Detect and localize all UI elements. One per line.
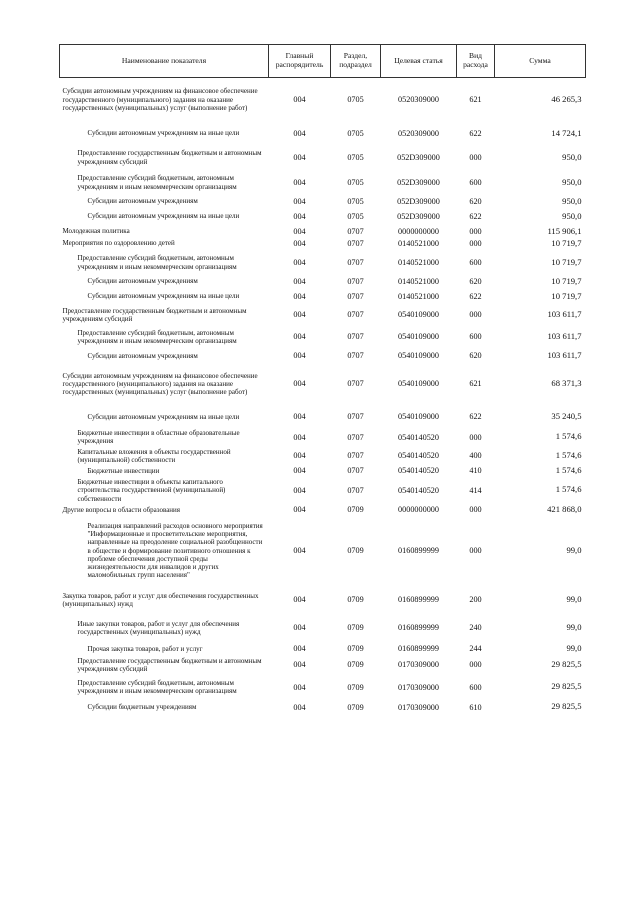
header-sum: Сумма: [495, 45, 586, 78]
row-sum: 10 719,7: [551, 256, 582, 267]
row-name: Субсидии автономным учреждениям на финансовое обеспечение государственного (муниципального) задания на оказание государственных (муниципальных) услуг (выполнение работ): [62, 87, 258, 112]
row-target-article: 0540140520: [398, 466, 439, 476]
row-target-article: 052D309000: [397, 177, 440, 187]
row-section: 0707: [347, 485, 364, 495]
row-name: Закупка товаров, работ и услуг для обеспечения государственных (муниципальных) нужд: [62, 591, 259, 608]
row-target-article: 0140521000: [398, 238, 439, 248]
row-name: Бюджетные инвестиции в объекты капитального строительства государственной (муниципальной) собственности: [77, 478, 226, 503]
row-name: Субсидии бюджетным учреждениям: [87, 703, 197, 712]
row-name: Субсидии автономным учреждениям на иные цели: [87, 412, 240, 421]
row-main-manager: 004: [293, 152, 306, 162]
row-section: 0707: [347, 379, 364, 389]
row-target-article: 0160899999: [398, 595, 439, 605]
row-target-article: 0000000000: [398, 505, 439, 515]
row-target-article: 0140521000: [398, 257, 439, 267]
header-name: Наименование показателя: [60, 45, 269, 78]
row-main-manager: 004: [293, 128, 306, 138]
row-sum: 950,0: [562, 151, 582, 162]
row-name: Предоставление субсидий бюджетным, автономным учреждениям и иным некоммерческим организациям: [77, 679, 237, 696]
row-expense-type: 610: [469, 702, 482, 712]
row-sum: 115 906,1: [547, 225, 582, 236]
table-row: [60, 122, 586, 146]
row-expense-type: 600: [469, 682, 482, 692]
row-section: 0707: [347, 257, 364, 267]
row-expense-type: 000: [469, 152, 482, 162]
row-section: 0709: [347, 660, 364, 670]
row-name: Молодежная политика: [62, 227, 130, 236]
row-sum: 1 574,6: [555, 484, 582, 495]
budget-table: [59, 44, 586, 714]
row-expense-type: 240: [469, 623, 482, 633]
row-sum: 10 719,7: [551, 290, 582, 301]
row-target-article: 0520309000: [398, 128, 439, 138]
row-main-manager: 004: [293, 196, 306, 206]
row-main-manager: 004: [293, 485, 306, 495]
table-row: [60, 226, 586, 238]
header-section: Раздел, подраздел: [331, 45, 381, 78]
row-section: 0707: [347, 238, 364, 248]
row-name: Субсидии автономным учреждениям на иные цели: [87, 292, 240, 301]
row-sum: 103 611,7: [547, 350, 582, 361]
row-name: Реализация направлений расходов основного мероприятия "Информационные и просветительские мероприятия, направленные на преодоление социальной разобщенности в обществе и формирование позитивного отношения к проблеме обеспечения доступной среды жизнедеятельности для инвалидов и других маломобильных групп населения": [87, 521, 263, 580]
row-name: Капитальные вложения в объекты государственной (муниципальной) собственности: [77, 447, 231, 464]
table-row: [60, 196, 586, 208]
row-expense-type: 000: [469, 238, 482, 248]
table-row: [60, 170, 586, 196]
row-section: 0709: [347, 546, 364, 556]
row-section: 0709: [347, 682, 364, 692]
row-sum: 29 825,5: [551, 681, 582, 692]
row-main-manager: 004: [293, 412, 306, 422]
row-expense-type: 620: [469, 276, 482, 286]
table-row: [60, 406, 586, 428]
row-expense-type: 600: [469, 257, 482, 267]
row-sum: 950,0: [562, 176, 582, 187]
row-name: Субсидии автономным учреждениям на иные цели: [87, 212, 240, 221]
row-main-manager: 004: [293, 623, 306, 633]
table-row: [60, 656, 586, 675]
row-section: 0705: [347, 152, 364, 162]
row-name: Бюджетные инвестиции в областные образовательные учреждения: [77, 429, 240, 446]
row-name: Другие вопросы в области образования: [62, 505, 181, 514]
row-expense-type: 621: [469, 95, 482, 105]
row-sum: 10 719,7: [551, 237, 582, 248]
row-target-article: 0540109000: [398, 379, 439, 389]
row-section: 0705: [347, 177, 364, 187]
row-sum: 29 825,5: [551, 701, 582, 712]
row-main-manager: 004: [293, 332, 306, 342]
row-name: Мероприятия по оздоровлению детей: [62, 239, 175, 248]
table-row: [60, 146, 586, 170]
table-row: [60, 362, 586, 406]
row-target-article: 0140521000: [398, 276, 439, 286]
row-sum: 29 825,5: [551, 659, 582, 670]
row-target-article: 0170309000: [398, 682, 439, 692]
table-row: [60, 642, 586, 656]
row-name: Субсидии автономным учреждениям на иные цели: [87, 129, 240, 138]
row-name: Предоставление государственным бюджетным и автономным учреждениям субсидий: [77, 656, 262, 673]
row-sum: 99,0: [566, 544, 582, 555]
row-sum: 103 611,7: [547, 331, 582, 342]
row-main-manager: 004: [293, 466, 306, 476]
row-section: 0707: [347, 451, 364, 461]
row-sum: 68 371,3: [551, 378, 582, 389]
row-section: 0709: [347, 702, 364, 712]
row-section: 0709: [347, 505, 364, 515]
row-section: 0705: [347, 211, 364, 221]
table-row: [60, 674, 586, 700]
table-row: [60, 465, 586, 477]
header-target-article: Целевая статья: [381, 45, 457, 78]
header-expense-type: Вид расхода: [457, 45, 495, 78]
table-row: [60, 78, 586, 122]
table-row: [60, 324, 586, 350]
row-section: 0707: [347, 332, 364, 342]
row-section: 0707: [347, 291, 364, 301]
table-row: [60, 504, 586, 516]
row-main-manager: 004: [293, 276, 306, 286]
row-main-manager: 004: [293, 644, 306, 654]
row-sum: 14 724,1: [551, 127, 582, 138]
table-row: [60, 350, 586, 362]
row-section: 0707: [347, 226, 364, 236]
table-row: [60, 306, 586, 325]
table-row: [60, 276, 586, 288]
row-main-manager: 004: [293, 257, 306, 267]
row-name: Субсидии автономным учреждениям на финансовое обеспечение государственного (муниципального) задания на оказание государственных (муниципальных) услуг (выполнение работ): [62, 371, 258, 397]
row-sum: 950,0: [562, 195, 582, 206]
row-name: Бюджетные инвестиции: [87, 466, 160, 475]
table-row: [60, 208, 586, 226]
row-target-article: 052D309000: [397, 196, 440, 206]
row-section: 0707: [347, 310, 364, 320]
row-target-article: 0540109000: [398, 332, 439, 342]
row-sum: 1 574,6: [555, 431, 582, 442]
table-row: [60, 238, 586, 250]
row-section: 0705: [347, 95, 364, 105]
row-expense-type: 620: [469, 196, 482, 206]
row-sum: 46 265,3: [551, 93, 582, 104]
row-expense-type: 000: [469, 660, 482, 670]
row-section: 0707: [347, 466, 364, 476]
row-name: Предоставление субсидий бюджетным, автономным учреждениям и иным некоммерческим организациям: [77, 328, 237, 345]
row-target-article: 0140521000: [398, 291, 439, 301]
table-row: [60, 447, 586, 466]
row-expense-type: 200: [469, 595, 482, 605]
row-sum: 99,0: [566, 593, 582, 604]
row-target-article: 0520309000: [398, 95, 439, 105]
row-name: Субсидии автономным учреждениям: [87, 277, 198, 286]
table-row: [60, 586, 586, 614]
row-target-article: 0000000000: [398, 226, 439, 236]
row-main-manager: 004: [293, 505, 306, 515]
row-sum: 421 868,0: [547, 503, 582, 514]
row-section: 0707: [347, 351, 364, 361]
table-row: [60, 288, 586, 306]
row-sum: 35 240,5: [551, 411, 582, 422]
row-main-manager: 004: [293, 226, 306, 236]
row-target-article: 0540140520: [398, 432, 439, 442]
row-main-manager: 004: [293, 238, 306, 248]
table-row: [60, 477, 586, 504]
row-sum: 103 611,7: [547, 308, 582, 319]
row-main-manager: 004: [293, 595, 306, 605]
row-target-article: 0160899999: [398, 644, 439, 654]
table-row: [60, 428, 586, 447]
row-expense-type: 414: [469, 485, 482, 495]
row-sum: 1 574,6: [555, 449, 582, 460]
row-section: 0707: [347, 412, 364, 422]
row-target-article: 0540109000: [398, 412, 439, 422]
row-target-article: 0160899999: [398, 623, 439, 633]
row-main-manager: 004: [293, 211, 306, 221]
row-expense-type: 622: [469, 211, 482, 221]
row-expense-type: 244: [469, 644, 482, 654]
row-expense-type: 000: [469, 226, 482, 236]
row-name: Иные закупки товаров, работ и услуг для обеспечения государственных (муниципальных) нужд: [77, 619, 240, 636]
row-section: 0707: [347, 432, 364, 442]
row-expense-type: 600: [469, 332, 482, 342]
table-body: [60, 78, 586, 715]
row-main-manager: 004: [293, 177, 306, 187]
table-header: [60, 45, 586, 78]
row-main-manager: 004: [293, 95, 306, 105]
row-expense-type: 620: [469, 351, 482, 361]
row-main-manager: 004: [293, 379, 306, 389]
row-sum: 10 719,7: [551, 275, 582, 286]
row-expense-type: 410: [469, 466, 482, 476]
row-section: 0709: [347, 623, 364, 633]
row-main-manager: 004: [293, 351, 306, 361]
row-section: 0709: [347, 595, 364, 605]
header-main-manager: Главный распорядитель: [269, 45, 331, 78]
row-section: 0709: [347, 644, 364, 654]
row-sum: 950,0: [562, 210, 582, 221]
table-row: [60, 516, 586, 586]
row-name: Предоставление государственным бюджетным и автономным учреждениям субсидий: [77, 149, 262, 166]
row-target-article: 0170309000: [398, 702, 439, 712]
row-main-manager: 004: [293, 451, 306, 461]
row-main-manager: 004: [293, 432, 306, 442]
row-main-manager: 004: [293, 660, 306, 670]
row-name: Прочая закупка товаров, работ и услуг: [87, 644, 203, 653]
row-expense-type: 000: [469, 432, 482, 442]
row-expense-type: 400: [469, 451, 482, 461]
row-target-article: 0170309000: [398, 660, 439, 670]
row-expense-type: 000: [469, 310, 482, 320]
row-name: Субсидии автономным учреждениям: [87, 197, 198, 206]
row-section: 0705: [347, 128, 364, 138]
row-main-manager: 004: [293, 546, 306, 556]
row-expense-type: 622: [469, 291, 482, 301]
row-target-article: 0540140520: [398, 485, 439, 495]
row-target-article: 052D309000: [397, 152, 440, 162]
row-sum: 99,0: [566, 642, 582, 653]
row-name: Предоставление субсидий бюджетным, автономным учреждениям и иным некоммерческим организациям: [77, 254, 237, 271]
row-expense-type: 600: [469, 177, 482, 187]
row-main-manager: 004: [293, 702, 306, 712]
row-expense-type: 621: [469, 379, 482, 389]
row-name: Предоставление государственным бюджетным и автономным учреждениям субсидий: [62, 306, 247, 323]
row-main-manager: 004: [293, 291, 306, 301]
row-target-article: 052D309000: [397, 211, 440, 221]
row-target-article: 0160899999: [398, 546, 439, 556]
table-row: [60, 250, 586, 276]
row-expense-type: 622: [469, 128, 482, 138]
row-expense-type: 000: [469, 505, 482, 515]
row-main-manager: 004: [293, 682, 306, 692]
row-target-article: 0540109000: [398, 310, 439, 320]
row-target-article: 0540140520: [398, 451, 439, 461]
row-main-manager: 004: [293, 310, 306, 320]
row-name: Субсидии автономным учреждениям: [87, 351, 198, 360]
row-expense-type: 000: [469, 546, 482, 556]
row-section: 0707: [347, 276, 364, 286]
row-target-article: 0540109000: [398, 351, 439, 361]
row-expense-type: 622: [469, 412, 482, 422]
row-sum: 1 574,6: [555, 465, 582, 476]
row-section: 0705: [347, 196, 364, 206]
row-name: Предоставление субсидий бюджетным, автономным учреждениям и иным некоммерческим организациям: [77, 174, 237, 191]
row-sum: 99,0: [566, 621, 582, 632]
table-row: [60, 614, 586, 642]
table-row: [60, 700, 586, 714]
